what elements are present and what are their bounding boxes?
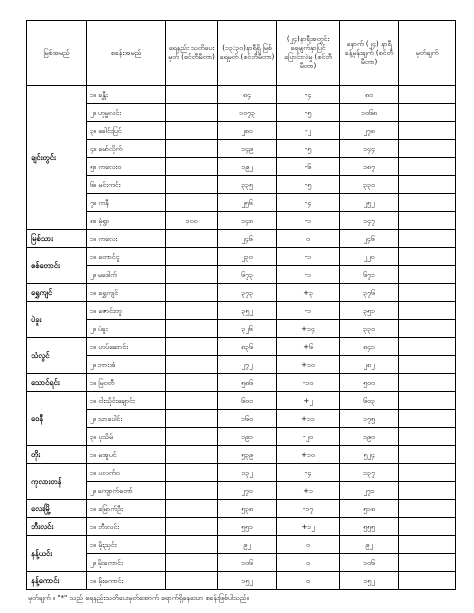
station-name: ၁။ မြောက်ဦး: [87, 500, 166, 518]
danger-level: [166, 518, 218, 536]
station-name: ၅။ ကလေးဝ: [87, 158, 166, 176]
footnote: မှတ်ချက် ။ "*" သည် ရေနည်းသတိပေးမှတ်အောက် ရောက်ရှိနေသော စခန်းဖြစ်ပါသည်။: [28, 594, 249, 602]
remark: [399, 518, 456, 536]
current-level: ၁၅၂: [218, 572, 277, 590]
danger-level: [166, 248, 218, 266]
level-change: -၁၇: [277, 500, 340, 518]
river-name: ရွှေကျင်: [27, 284, 87, 302]
river-name: သောင်ရင်း: [27, 374, 87, 392]
table-row: [27, 374, 456, 392]
water-level-table: [26, 20, 456, 590]
remark: [399, 374, 456, 392]
station-name: ၂။ သာပေါင်း: [87, 410, 166, 428]
station-name: ၁။ မြဝတီ: [87, 374, 166, 392]
forecast-level: ၉၂: [340, 536, 399, 554]
river-name: နန့်ကောင်း: [27, 572, 87, 590]
remark: [399, 410, 456, 428]
river-name: မြစ်သား: [27, 230, 87, 248]
station-name: ၇။ ကနီ: [87, 194, 166, 212]
river-name: နန့်ယင်း: [27, 536, 87, 572]
level-change: -၁: [277, 212, 340, 230]
station-name: ၁။ မိုးညှင်း: [87, 536, 166, 554]
danger-level: [166, 572, 218, 590]
table-row: [27, 140, 456, 158]
danger-level: [166, 284, 218, 302]
danger-level: [166, 482, 218, 500]
forecast-level: ၅၅၅: [340, 518, 399, 536]
danger-level: [166, 158, 218, 176]
level-change: +၂: [277, 392, 340, 410]
remark: [399, 392, 456, 410]
station-name: ၂။ ဘားအံ: [87, 356, 166, 374]
river-name: ပဲခူး: [27, 302, 87, 338]
table-row: [27, 176, 456, 194]
forecast-level: ၃၅၁: [340, 302, 399, 320]
station-name: ၈။ မုံရွာ: [87, 212, 166, 230]
forecast-level: ၁၇၅: [340, 410, 399, 428]
danger-level: [166, 194, 218, 212]
station-name: ၁။ ဘီးလင်း: [87, 518, 166, 536]
table-row: [27, 572, 456, 590]
remark: [399, 248, 456, 266]
current-level: ၅၈၆: [218, 374, 277, 392]
table-row: [27, 356, 456, 374]
header-forecast: နောက် (၂၄) နာရီ ခန့်မှန်းချက် (စင်တီမီတာ): [340, 21, 399, 86]
current-level: ၂၄၆: [218, 230, 277, 248]
station-name: ၁။ ငါးသိုင်းချောင်း: [87, 392, 166, 410]
current-level: ၈၄: [218, 86, 277, 104]
current-level: ၂၇၂: [218, 356, 277, 374]
forecast-level: ၅၂၄: [340, 446, 399, 464]
table-body: [27, 86, 456, 590]
river-name: ကုလားတန်: [27, 464, 87, 500]
station-name: ၂။ ဟုမ္မလင်း: [87, 104, 166, 122]
forecast-level: ၅၀၀: [340, 374, 399, 392]
level-change: -၁: [277, 248, 340, 266]
river-name: ဘီးလင်း: [27, 518, 87, 536]
forecast-level: ၈၄၁: [340, 338, 399, 356]
current-level: ၃၇၃: [218, 284, 277, 302]
level-change: +၁၁: [277, 410, 340, 428]
level-change: -၄: [277, 194, 340, 212]
level-change: -၅: [277, 176, 340, 194]
current-level: ၅၃၉: [218, 446, 277, 464]
header-remark: မှတ်ချက်: [399, 21, 456, 86]
level-change: -၅: [277, 140, 340, 158]
forecast-level: ၁၈၇: [340, 158, 399, 176]
danger-level: [166, 500, 218, 518]
station-name: ၁။ ရွှေကျင်: [87, 284, 166, 302]
forecast-level: ၁၀၆၈: [340, 104, 399, 122]
forecast-level: ၁၀၆: [340, 554, 399, 572]
remark: [399, 572, 456, 590]
water-level-report: [26, 0, 455, 613]
station-name: ၁။ ကလေး: [87, 230, 166, 248]
current-level: ၉၂: [218, 536, 277, 554]
level-change: -၁: [277, 266, 340, 284]
current-level: ၁၉၁: [218, 428, 277, 446]
danger-level: [166, 536, 218, 554]
current-level: ၈၃၆: [218, 338, 277, 356]
danger-level: [166, 464, 218, 482]
level-change: -၁၀: [277, 374, 340, 392]
table-row: [27, 392, 456, 410]
danger-level: [166, 446, 218, 464]
current-level: ၁၀၇၃: [218, 104, 277, 122]
current-level: ၃၃၅: [218, 176, 277, 194]
forecast-level: ၁၃၇: [340, 464, 399, 482]
table-row: [27, 266, 456, 284]
table-row: [27, 122, 456, 140]
level-change: -၂၀: [277, 428, 340, 446]
danger-level: [166, 554, 218, 572]
station-name: ၁။ တောင်ငူ: [87, 248, 166, 266]
header-river: မြစ်အမည်: [27, 21, 87, 86]
station-name: ၁။ မအူပင်: [87, 446, 166, 464]
header-change: (၂၄)နာရီအတွင်း ရေမျက်နှာပြင် ပြောင်းလဲမှု (စင်တီမီတာ): [277, 21, 340, 86]
forecast-level: ၂၈၂: [340, 356, 399, 374]
table-row: [27, 248, 456, 266]
remark: [399, 320, 456, 338]
table-row: [27, 284, 456, 302]
level-change: +၃: [277, 284, 340, 302]
remark: [399, 500, 456, 518]
table-row: [27, 230, 456, 248]
station-name: ၁။ မိုးကောင်း: [87, 572, 166, 590]
station-name: ၁။ ဟပ်ဆောင်း: [87, 338, 166, 356]
station-name: ၃။ ပုသိမ်: [87, 428, 166, 446]
remark: [399, 104, 456, 122]
level-change: +၆: [277, 338, 340, 356]
forecast-level: ၁၅၂: [340, 572, 399, 590]
level-change: -၁: [277, 302, 340, 320]
danger-level: ၁၀၀: [166, 212, 218, 230]
current-level: ၁၄၉: [218, 140, 277, 158]
table-row: [27, 302, 456, 320]
level-change: ၀: [277, 554, 340, 572]
river-name: တိုး: [27, 446, 87, 464]
danger-level: [166, 86, 218, 104]
danger-level: [166, 356, 218, 374]
current-level: ၆၀၀: [218, 392, 277, 410]
level-change: -၅: [277, 104, 340, 122]
level-change: -၄: [277, 464, 340, 482]
current-level: ၃၂၆: [218, 320, 277, 338]
table-row: [27, 194, 456, 212]
level-change: -၄: [277, 86, 340, 104]
station-name: ၂။ ကျောက်တော်: [87, 482, 166, 500]
station-name: ၁။ ဇောင်းတူ: [87, 302, 166, 320]
station-name: ၆။ မင်းကင်း: [87, 176, 166, 194]
current-level: ၅၃၈: [218, 500, 277, 518]
table-header-row: [27, 21, 456, 86]
current-level: ၂၈၀: [218, 122, 277, 140]
remark: [399, 338, 456, 356]
forecast-level: ၃၃၀: [340, 176, 399, 194]
current-level: ၁၀၆: [218, 554, 277, 572]
station-name: ၄။ မော်လိုက်: [87, 140, 166, 158]
forecast-level: ၃၇၆: [340, 284, 399, 302]
level-change: +၁၀: [277, 446, 340, 464]
danger-level: [166, 122, 218, 140]
forecast-level: ၂၇၁: [340, 482, 399, 500]
station-name: ၁။ ပလက်ဝ: [87, 464, 166, 482]
river-name: စစ်တောင်း: [27, 248, 87, 284]
table-row: [27, 212, 456, 230]
table-row: [27, 158, 456, 176]
level-change: +၁၄: [277, 320, 340, 338]
level-change: +၁: [277, 482, 340, 500]
danger-level: [166, 230, 218, 248]
forecast-level: ၂၅၂: [340, 194, 399, 212]
table-row: [27, 320, 456, 338]
remark: [399, 554, 456, 572]
danger-level: [166, 266, 218, 284]
station-name: ၁။ ခန္တီး: [87, 86, 166, 104]
current-level: ၁၆၀: [218, 410, 277, 428]
remark: [399, 428, 456, 446]
remark: [399, 86, 456, 104]
table-row: [27, 446, 456, 464]
forecast-level: ၁၄၇: [340, 212, 399, 230]
current-level: ၂၃၀: [218, 248, 277, 266]
remark: [399, 464, 456, 482]
header-station: စခန်းအမည်: [87, 21, 166, 86]
level-change: ၀: [277, 572, 340, 590]
station-name: ၂။ မဒေါက်: [87, 266, 166, 284]
remark: [399, 122, 456, 140]
current-level: ၁၄၈: [218, 212, 277, 230]
table-row: [27, 482, 456, 500]
table-row: [27, 338, 456, 356]
level-change: -၆: [277, 158, 340, 176]
danger-level: [166, 302, 218, 320]
river-name: လေးမြို့: [27, 500, 87, 518]
remark: [399, 302, 456, 320]
forecast-level: ၂၄၆: [340, 230, 399, 248]
danger-level: [166, 338, 218, 356]
danger-level: [166, 140, 218, 158]
forecast-level: ၈၀: [340, 86, 399, 104]
station-name: ၃။ ခေါင်းပြင်: [87, 122, 166, 140]
danger-level: [166, 428, 218, 446]
remark: [399, 284, 456, 302]
level-change: +၁၂: [277, 518, 340, 536]
remark: [399, 266, 456, 284]
remark: [399, 158, 456, 176]
danger-level: [166, 104, 218, 122]
level-change: ၀: [277, 536, 340, 554]
level-change: +၁၀: [277, 356, 340, 374]
river-name: သံလွင်: [27, 338, 87, 374]
remark: [399, 482, 456, 500]
table-row: [27, 554, 456, 572]
forecast-level: ၁၉၀: [340, 428, 399, 446]
remark: [399, 536, 456, 554]
header-danger-level: ရေနည်း သတိပေးမှတ် (စင်တီမီတာ): [166, 21, 218, 86]
station-name: ၂။ မိုးကောင်း: [87, 554, 166, 572]
table-row: [27, 428, 456, 446]
level-change: ၀: [277, 230, 340, 248]
danger-level: [166, 176, 218, 194]
forecast-level: ၁၄၄: [340, 140, 399, 158]
table-row: [27, 410, 456, 428]
current-level: ၁၉၂: [218, 158, 277, 176]
forecast-level: ၂၂၀: [340, 248, 399, 266]
forecast-level: ၃၃၀: [340, 320, 399, 338]
remark: [399, 212, 456, 230]
remark: [399, 140, 456, 158]
header-current-level: (၁၃:၃၀)နာရီရှိ မြစ်ရေမှတ် (စင်တီမီတာ): [218, 21, 277, 86]
river-name: ဝေနီ: [27, 392, 87, 446]
forecast-level: ၆၇၁: [340, 266, 399, 284]
current-level: ၃၅၂: [218, 302, 277, 320]
forecast-level: ၂၇၈: [340, 122, 399, 140]
table-row: [27, 104, 456, 122]
current-level: ၁၃၂: [218, 464, 277, 482]
station-name: ၂။ ပဲခူး: [87, 320, 166, 338]
table-row: [27, 518, 456, 536]
remark: [399, 446, 456, 464]
danger-level: [166, 392, 218, 410]
remark: [399, 230, 456, 248]
table-row: [27, 536, 456, 554]
table-row: [27, 500, 456, 518]
table-row: [27, 464, 456, 482]
current-level: ၂၇၀: [218, 482, 277, 500]
table-row: [27, 86, 456, 104]
current-level: ၆၇၃: [218, 266, 277, 284]
remark: [399, 194, 456, 212]
forecast-level: ၅၁၈: [340, 500, 399, 518]
danger-level: [166, 320, 218, 338]
forecast-level: ၆၀၃: [340, 392, 399, 410]
danger-level: [166, 410, 218, 428]
current-level: ၂၅၆: [218, 194, 277, 212]
current-level: ၅၅၁: [218, 518, 277, 536]
danger-level: [166, 374, 218, 392]
remark: [399, 176, 456, 194]
remark: [399, 356, 456, 374]
level-change: -၂: [277, 122, 340, 140]
river-name: ချင်းတွင်း: [27, 86, 87, 230]
